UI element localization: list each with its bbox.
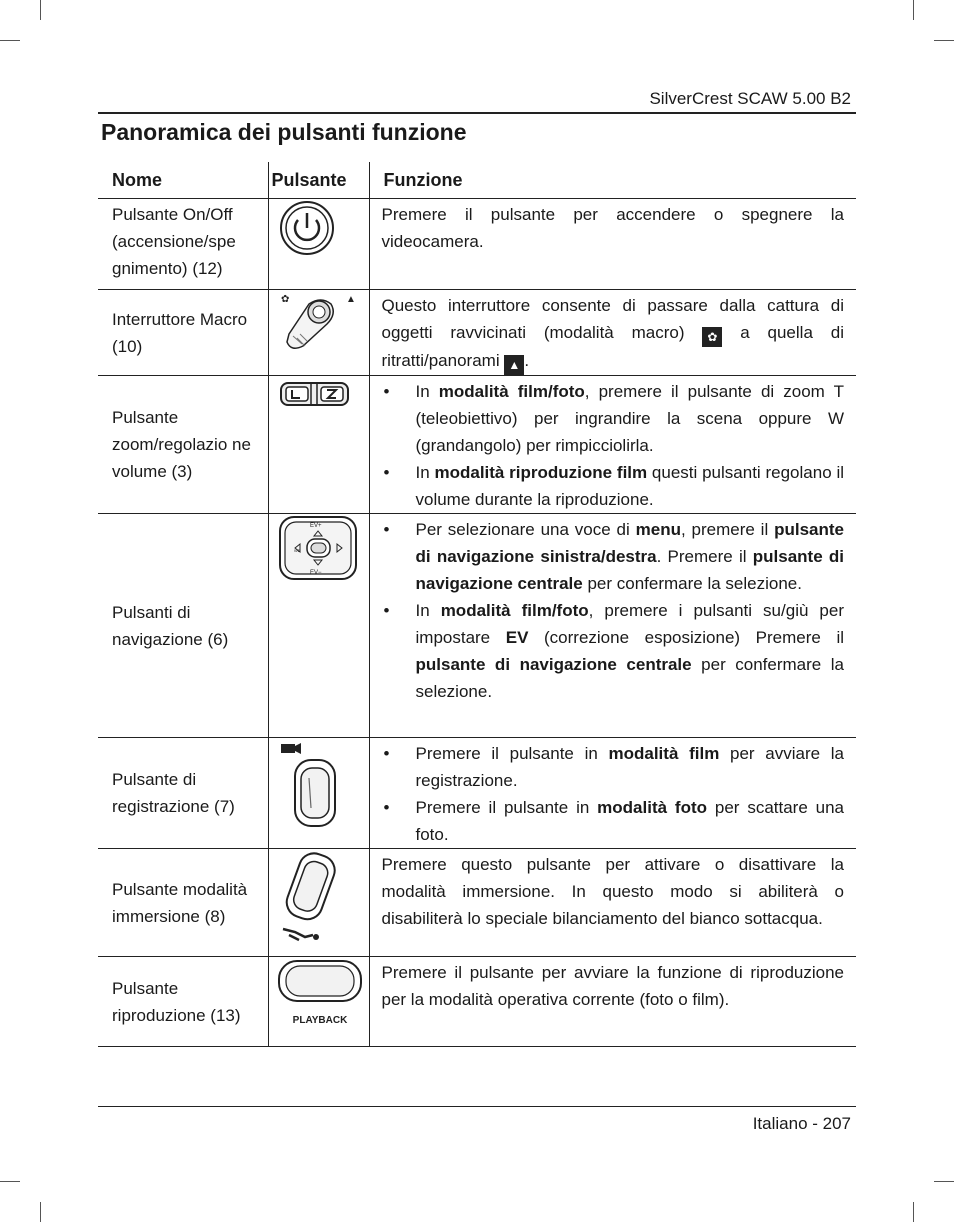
row-name: Interruttore Macro (10) bbox=[98, 290, 268, 376]
row-function bbox=[369, 738, 856, 849]
footer-rule bbox=[98, 1106, 856, 1107]
crop-mark bbox=[934, 40, 954, 41]
list-item: • Per selezionare una voce di menu, premere il pulsante di navigazione sinistra/destra. Premere il pulsante di navigazione centrale per confermare la selezione. bbox=[382, 516, 845, 597]
crop-mark bbox=[0, 1181, 20, 1182]
table-row bbox=[98, 957, 856, 1047]
list-item: • In modalità riproduzione film questi pulsanti regolano il volume durante la riproduzione. bbox=[382, 459, 845, 513]
diver-icon bbox=[283, 929, 319, 940]
crop-mark bbox=[40, 1202, 41, 1222]
page-title: Panoramica dei pulsanti funzione bbox=[101, 119, 467, 145]
ev-minus-label: EV− bbox=[309, 570, 322, 576]
svg-text:✿: ✿ bbox=[280, 294, 289, 305]
list-item: • In modalità film/foto, premere i pulsanti su/giù per impostare EV (correzione esposizione) Premere il pulsante di navigazione centrale per confermare la selezione. bbox=[382, 597, 845, 705]
column-header-pulsante: Pulsante bbox=[268, 162, 369, 199]
button-image bbox=[268, 199, 369, 290]
row-function bbox=[369, 376, 856, 514]
row-name: Pulsante On/Off (accensione/spe gnimento) (12) bbox=[98, 199, 268, 290]
button-image bbox=[268, 514, 369, 738]
table-row bbox=[98, 738, 856, 849]
button-image bbox=[268, 376, 369, 514]
record-button-icon bbox=[269, 738, 369, 830]
power-button-icon bbox=[269, 199, 369, 259]
zoom-button-icon bbox=[269, 376, 369, 412]
function-text: Premere il pulsante per avviare la funzione di riproduzione per la modalità operativa corrente (foto o film). bbox=[381, 963, 844, 1009]
svg-text:▲: ▲ bbox=[345, 294, 356, 305]
button-image bbox=[268, 290, 369, 376]
ev-plus-label: EV+ bbox=[309, 523, 322, 529]
function-text: Questo interruttore consente di passare dalla cattura di oggetti ravvicinati (modalità macro) ✿ a quella di ritratti/panorami ▲ . bbox=[382, 292, 845, 375]
row-function bbox=[369, 514, 856, 738]
button-image bbox=[268, 957, 369, 1047]
row-name: Pulsante di registrazione (7) bbox=[98, 738, 268, 849]
playback-label: PLAYBACK bbox=[292, 1015, 347, 1026]
list-item: • In modalità film/foto, premere il pulsante di zoom T (teleobiettivo) per ingrandire la scena oppure W (grandangolo) per rimpicciolirla. bbox=[382, 378, 845, 459]
navigation-pad-icon bbox=[269, 514, 369, 584]
column-header-funzione: Funzione bbox=[369, 162, 856, 199]
row-function bbox=[369, 957, 856, 1047]
table-row bbox=[98, 849, 856, 957]
table-header-row bbox=[98, 162, 856, 199]
playback-button-icon bbox=[269, 957, 369, 1029]
crop-mark bbox=[913, 0, 914, 20]
crop-mark bbox=[934, 1181, 954, 1182]
dive-mode-button-icon bbox=[269, 849, 369, 949]
table-row bbox=[98, 514, 856, 738]
crop-mark bbox=[40, 0, 41, 20]
row-function bbox=[369, 849, 856, 957]
list-item: • Premere il pulsante in modalità film per avviare la registrazione. bbox=[382, 740, 845, 794]
row-name: Pulsante modalità immersione (8) bbox=[98, 849, 268, 957]
button-image bbox=[268, 849, 369, 957]
wb-label: WB bbox=[293, 548, 300, 553]
button-image bbox=[268, 738, 369, 849]
table-row bbox=[98, 290, 856, 376]
crop-mark bbox=[0, 40, 20, 41]
list-item: • Premere il pulsante in modalità foto per scattare una foto. bbox=[382, 794, 845, 848]
landscape-mode-icon: ▲ bbox=[504, 355, 524, 375]
macro-mode-icon: ✿ bbox=[702, 327, 722, 347]
page-number: Italiano - 207 bbox=[752, 1114, 851, 1133]
column-header-nome: Nome bbox=[98, 162, 268, 199]
table-row bbox=[98, 199, 856, 290]
macro-switch-icon bbox=[269, 290, 369, 352]
table-row bbox=[98, 376, 856, 514]
crop-mark bbox=[913, 1202, 914, 1222]
header-rule bbox=[98, 112, 856, 114]
function-text: Premere questo pulsante per attivare o disattivare la modalità immersione. In questo modo si abiliterà o disabiliterà lo speciale bilanciamento del bianco sottacqua. bbox=[381, 855, 844, 928]
function-text: Premere il pulsante per accendere o spegnere la videocamera. bbox=[381, 205, 844, 251]
function-buttons-table bbox=[98, 162, 856, 1047]
row-name: Pulsante riproduzione (13) bbox=[98, 957, 268, 1047]
row-function bbox=[369, 199, 856, 290]
function-list bbox=[382, 378, 845, 513]
row-name: Pulsante zoom/regolazio ne volume (3) bbox=[98, 376, 268, 514]
function-list bbox=[382, 516, 845, 705]
video-camera-icon bbox=[281, 744, 295, 753]
header-model: SilverCrest SCAW 5.00 B2 bbox=[649, 89, 851, 108]
row-function bbox=[369, 290, 856, 376]
row-name: Pulsanti di navigazione (6) bbox=[98, 514, 268, 738]
function-list bbox=[382, 740, 845, 848]
